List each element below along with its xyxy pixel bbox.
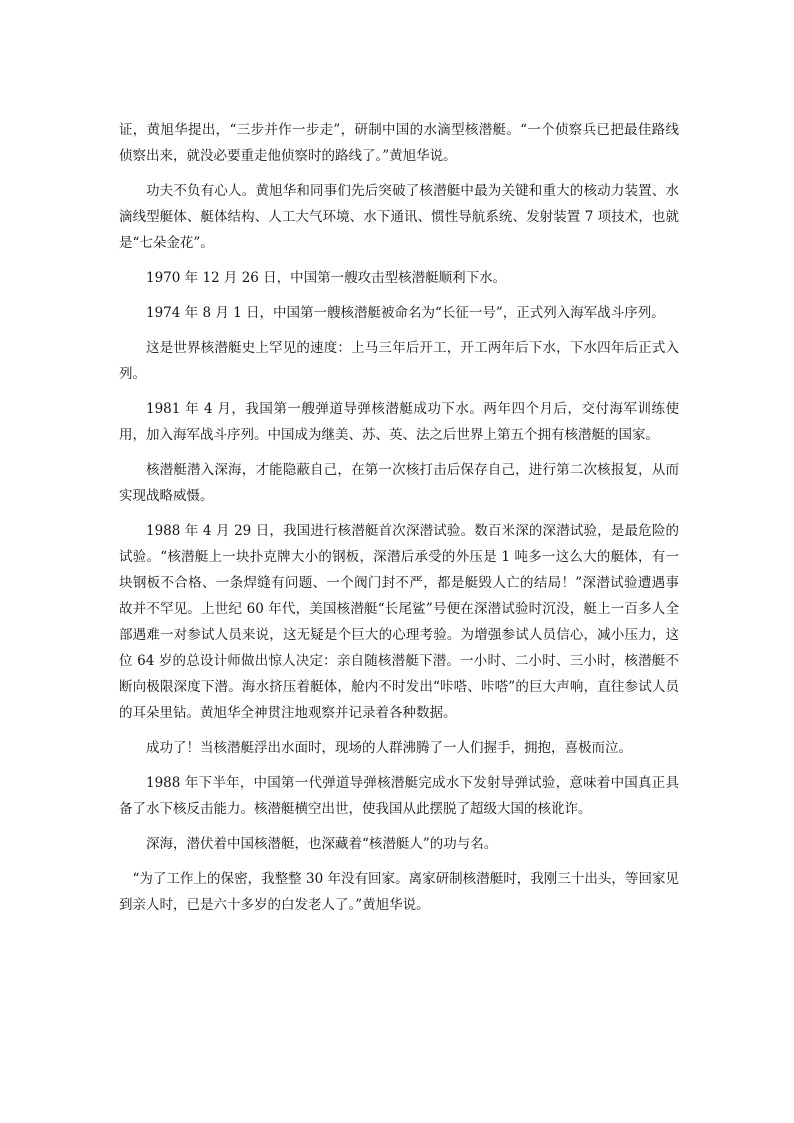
paragraph-1974-commission: 1974 年 8 月 1 日，中国第一艘核潜艇被命名为“长征一号”，正式列入海军战斗序列。 <box>146 305 665 321</box>
paragraph-success: 成功了！当核潜艇浮出水面时，现场的人群沸腾了一人们握手，拥抱，喜极而泣。 <box>146 740 632 756</box>
paragraph-quote-30-years: “为了工作上的保密，我整整 30 年没有回家。离家研制核潜艇时，我刚三十出头，等回家见到亲人时，已是六十多岁的白发老人了。”黄旭华说。 <box>119 871 679 913</box>
article-body <box>119 117 679 918</box>
paragraph-1970-launch: 1970 年 12 月 26 日，中国第一艘攻击型核潜艇顺利下水。 <box>146 270 507 286</box>
paragraph-continuation: 证，黄旭华提出，“三步并作一步走”，研制中国的水滴型核潜艇。“一个侦察兵已把最佳路线侦察出来，就没必要重走他侦察时的路线了。”黄旭华说。 <box>119 122 679 164</box>
paragraph-record-speed: 这是世界核潜艇史上罕见的速度：上马三年后开工，开工两年后下水，下水四年后正式入列。 <box>119 340 679 382</box>
paragraph-1988-missile-test: 1988 年下半年，中国第一代弹道导弹核潜艇完成水下发射导弹试验，意味着中国真正具备了水下核反击能力。核潜艇横空出世，使我国从此摆脱了超级大国的核讹诈。 <box>119 775 679 817</box>
paragraph-1988-deep-dive: 1988 年 4 月 29 日，我国进行核潜艇首次深潜试验。数百米深的深潜试验，是最危险的试验。“核潜艇上一块扑克牌大小的钢板，深潜后承受的外压是 1 吨多一这么大的艇体，有一块钢板不合格、一条焊缝有问题、一个阀门封不严，都是艇毁人亡的结局！”深潜试验遭遇事故并不罕见。上世纪 60 年代，美国核潜艇“长尾鲨”号便在深潜试验时沉没，艇上一百多人全部遇难一对参试人员来说，这无疑是个巨大的心理考验。为增强参试人员信心，减小压力，这位 64 岁的总设计师做出惊人决定：亲自随核潜艇下潜。一小时、二小时、三小时，核潜艇不断向极限深度下潜。海水挤压着艇体，舱内不时发出“咔嗒、咔嗒”的巨大声响，直往参试人员的耳朵里钻。黄旭华全神贯注地观察并记录着各种数据。 <box>119 523 679 721</box>
paragraph-deep-sea-honor: 深海，潜伏着中国核潜艇，也深藏着“核潜艇人”的功与名。 <box>146 836 498 852</box>
paragraph-deep-sea-deterrence: 核潜艇潜入深海，才能隐蔽自己，在第一次核打击后保存自己，进行第二次核报复，从而实现战略威慑。 <box>119 462 679 504</box>
paragraph-seven-golden-flowers: 功夫不负有心人。黄旭华和同事们先后突破了核潜艇中最为关键和重大的核动力装置、水滴线型艇体、艇体结构、人工大气环境、水下通讯、惯性导航系统、发射装置 7 项技术，也就是“七朵金花”。 <box>119 183 679 251</box>
paragraph-1981-launch: 1981 年 4 月，我国第一艘弹道导弹核潜艇成功下水。两年四个月后，交付海军训练使用，加入海军战斗序列。中国成为继美、苏、英、法之后世界上第五个拥有核潜艇的国家。 <box>119 401 679 443</box>
